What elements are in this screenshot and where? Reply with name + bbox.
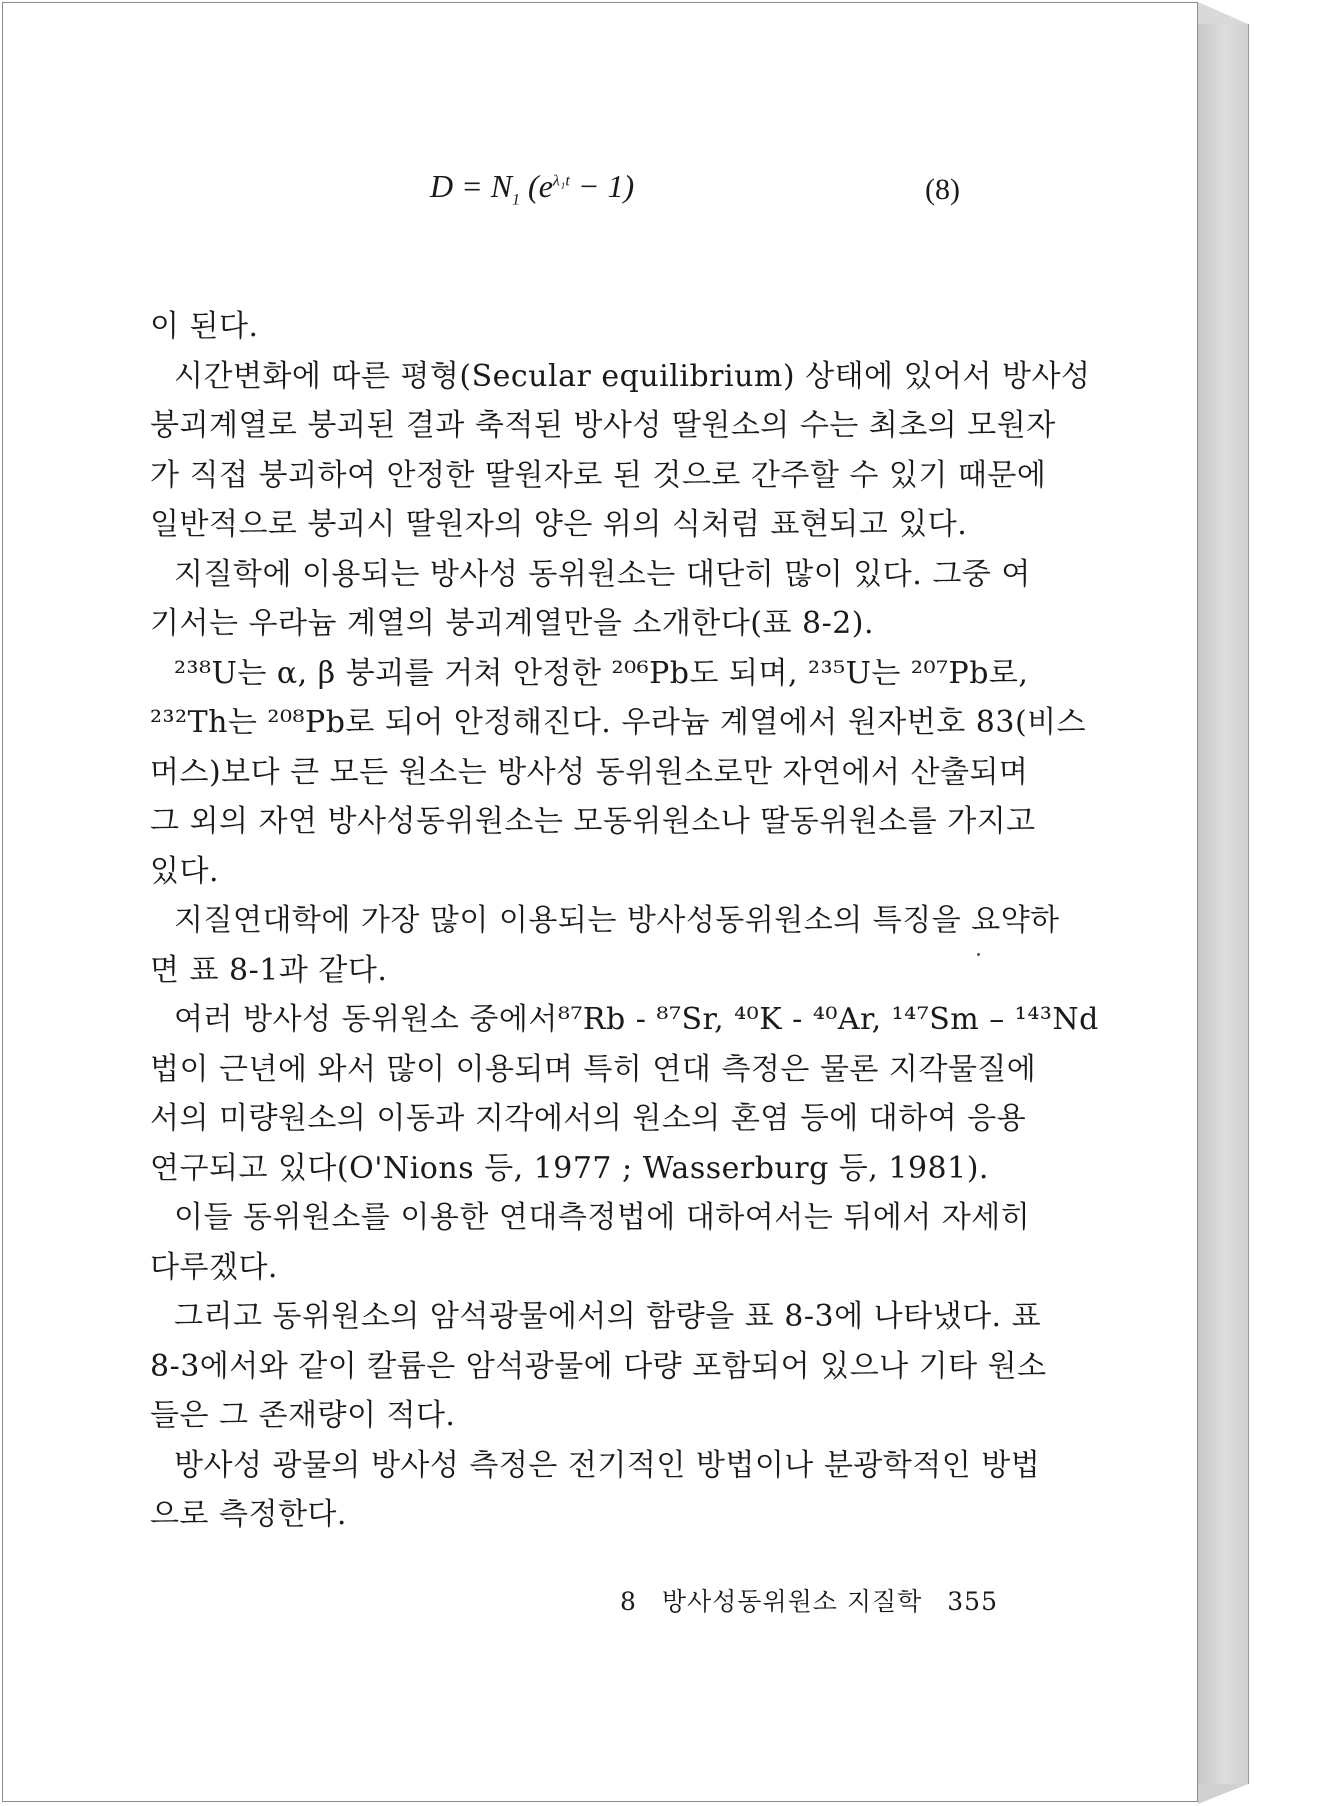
equation-sub: 1 [512,191,521,209]
footer-chapter: 8 [620,1587,637,1616]
running-footer [620,1582,1014,1618]
text-line: 머스)보다 큰 모든 원소는 방사성 동위원소로만 자연에서 산출되며 [150,754,1029,790]
text-line: 연구되고 있다(O'Nions 등, 1977 ; Wasserburg 등, 1981). [150,1150,989,1186]
speck [977,953,980,956]
text-line: ²³²Th는 ²⁰⁸Pb로 되어 안정해진다. 우라늄 계열에서 원자번호 83(비스 [150,705,1087,740]
equation-number: (8) [925,173,960,206]
equation-close: − 1) [577,168,635,204]
text-line: 그리고 동위원소의 암석광물에서의 함량을 표 8-3에 나타냈다. 표 [174,1299,1042,1334]
text-line: 일반적으로 붕괴시 딸원자의 양은 위의 식처럼 표현되고 있다. [150,507,968,542]
text-line: 방사성 광물의 방사성 측정은 전기적인 방법이나 분광학적인 방법 [174,1447,1041,1483]
equation-lhs: D [430,168,454,204]
text-line: 으로 측정한다. [150,1497,347,1532]
text-line: 여러 방사성 동위원소 중에서⁸⁷Rb - ⁸⁷Sr, ⁴⁰K - ⁴⁰Ar, ¹⁴⁷Sm – ¹⁴³Nd [174,1002,1099,1037]
footer-page-number: 355 [947,1587,998,1616]
equation-open: (e [528,168,553,204]
text-line: 있다. [150,853,219,889]
text-line: 다루겠다. [150,1249,278,1285]
text-line: 8-3에서와 같이 칼륨은 암석광물에 다량 포함되어 있으나 기타 원소 [150,1348,1047,1384]
text-line: 붕괴계열로 붕괴된 결과 축적된 방사성 딸원소의 수는 최초의 모원자 [150,408,1056,443]
equation-eq: = N [461,168,513,204]
text-line: 지질연대학에 가장 많이 이용되는 방사성동위원소의 특징을 요약하 [174,903,1060,938]
text-line: 시간변화에 따른 평형(Secular equilibrium) 상태에 있어서 방사성 [174,358,1091,394]
text-line: 기서는 우라늄 계열의 붕괴계열만을 소개한다(표 8-2). [150,606,875,641]
text-line: 그 외의 자연 방사성동위원소는 모동위원소나 딸동위원소를 가지고 [150,804,1036,839]
text-line: 가 직접 붕괴하여 안정한 딸원자로 된 것으로 간주할 수 있기 때문에 [150,457,1047,493]
text-line: 이들 동위원소를 이용한 연대측정법에 대하여서는 뒤에서 자세히 [174,1200,1031,1235]
text-line: 들은 그 존재량이 적다. [150,1398,456,1433]
text-line: ²³⁸U는 α, β 붕괴를 거쳐 안정한 ²⁰⁶Pb도 되며, ²³⁵U는 ²⁰⁷Pb로, [174,655,1029,691]
equation [430,168,634,209]
body-text [150,302,1099,1540]
book-edge-top [1198,2,1248,24]
text-line: 지질학에 이용되는 방사성 동위원소는 대단히 많이 있다. 그중 여 [174,556,1031,592]
text-line: 서의 미량원소의 이동과 지각에서의 원소의 혼염 등에 대하여 응용 [150,1101,1027,1136]
book-edge-bottom [1198,1784,1248,1804]
equation-exponent: λ₁t [552,172,570,190]
book-edge [1198,24,1249,1784]
text-line: 이 된다. [150,309,259,344]
footer-title: 방사성동위원소 지질학 [661,1587,923,1616]
text-line: 면 표 8-1과 같다. [150,952,388,988]
text-line: 법이 근년에 와서 많이 이용되며 특히 연대 측정은 물론 지각물질에 [150,1051,1037,1087]
